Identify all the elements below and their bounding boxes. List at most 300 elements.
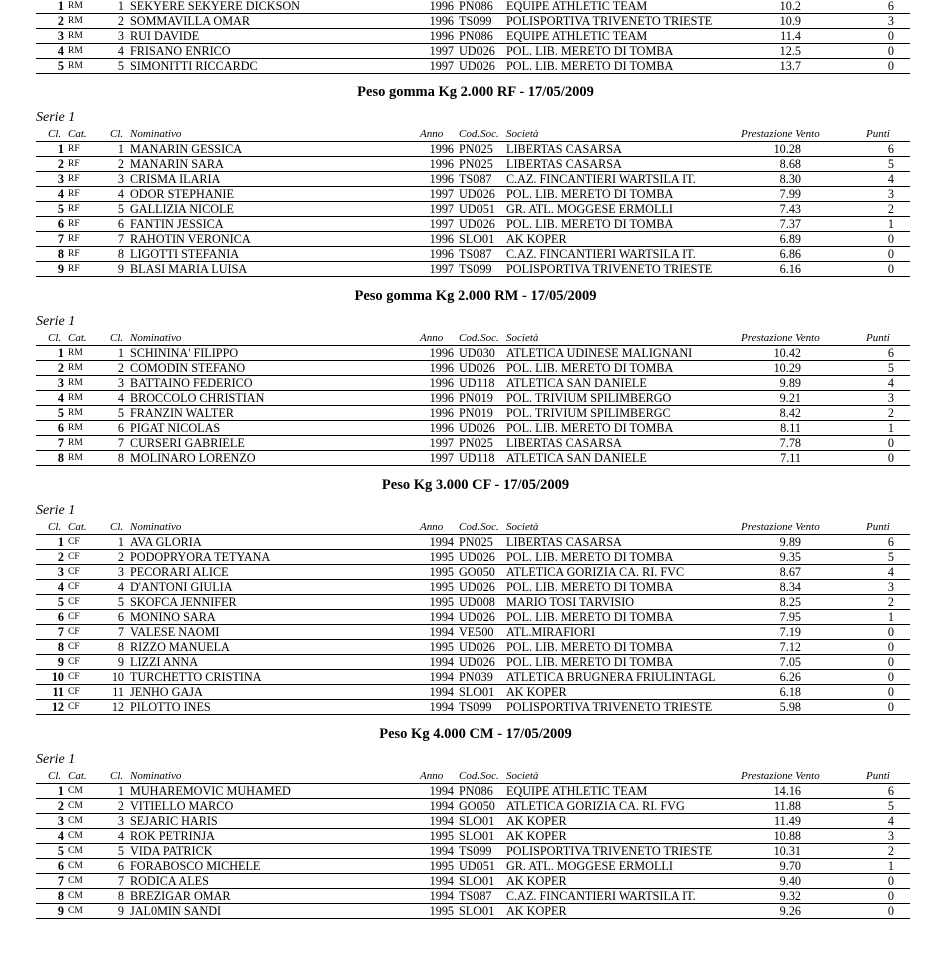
class-cell: 7 — [117, 436, 124, 450]
category-cell: CM — [68, 861, 83, 871]
club-name-cell: EQUIPE ATHLETIC TEAM — [506, 784, 648, 798]
athlete-name-cell: VIDA PATRICK — [130, 844, 213, 858]
performance-cell: 10.28 — [773, 142, 801, 156]
place-cell: 1 — [57, 346, 64, 360]
class-cell: 6 — [117, 217, 124, 231]
performance-cell: 13.7 — [779, 59, 801, 73]
athlete-name-cell: FORABOSCO MICHELE — [130, 859, 261, 873]
athlete-name-cell: GALLIZIA NICOLE — [130, 202, 234, 216]
birth-year-cell: 1994 — [429, 610, 454, 624]
club-code-cell: TS087 — [459, 172, 492, 186]
points-cell: 0 — [887, 451, 894, 465]
header-club-code: Cod.Soc. — [459, 332, 499, 344]
place-cell: 12 — [51, 700, 64, 714]
column-header-row — [0, 332, 951, 346]
category-cell: RM — [68, 363, 83, 373]
header-performance: Prestazione Vento — [741, 770, 820, 782]
header-category: Cat. — [68, 770, 87, 782]
header-points: Punti — [866, 521, 890, 533]
points-cell: 0 — [887, 247, 894, 261]
serie-label: Serie 1 — [36, 110, 76, 125]
club-code-cell: UD030 — [459, 346, 495, 360]
table-row — [0, 247, 951, 262]
category-cell: CF — [68, 657, 80, 667]
athlete-name-cell: CRISMA ILARIA — [130, 172, 221, 186]
category-cell: RF — [68, 174, 80, 184]
birth-year-cell: 1997 — [429, 187, 454, 201]
athlete-name-cell: TURCHETTO CRISTINA — [130, 670, 262, 684]
club-name-cell: ATL.MIRAFIORI — [506, 625, 596, 639]
table-row — [0, 889, 951, 904]
place-cell: 1 — [57, 0, 64, 13]
place-cell: 9 — [57, 904, 64, 918]
class-cell: 3 — [117, 172, 124, 186]
performance-cell: 10.9 — [779, 14, 801, 28]
header-rank: Cl. — [48, 770, 62, 782]
club-code-cell: GO050 — [459, 799, 495, 813]
performance-cell: 9.40 — [779, 874, 801, 888]
club-code-cell: PN086 — [459, 784, 493, 798]
table-row — [0, 202, 951, 217]
header-performance: Prestazione Vento — [741, 128, 820, 140]
club-name-cell: POL. LIB. MERETO DI TOMBA — [506, 361, 674, 375]
athlete-name-cell: JAL0MIN SANDI — [130, 904, 222, 918]
header-class: Cl. — [110, 770, 124, 782]
birth-year-cell: 1995 — [429, 595, 454, 609]
header-rank: Cl. — [48, 332, 62, 344]
category-cell: RM — [68, 46, 83, 56]
table-row — [0, 685, 951, 700]
category-cell: RM — [68, 1, 83, 11]
points-cell: 0 — [887, 232, 894, 246]
birth-year-cell: 1994 — [429, 670, 454, 684]
performance-cell: 8.30 — [779, 172, 801, 186]
performance-cell: 7.78 — [779, 436, 801, 450]
club-name-cell: MARIO TOSI TARVISIO — [506, 595, 635, 609]
birth-year-cell: 1997 — [429, 451, 454, 465]
club-code-cell: PN025 — [459, 436, 493, 450]
club-name-cell: AK KOPER — [506, 685, 567, 699]
category-cell: RM — [68, 348, 83, 358]
performance-cell: 7.11 — [780, 451, 801, 465]
class-cell: 1 — [117, 142, 124, 156]
row-divider — [36, 714, 910, 715]
athlete-name-cell: COMODIN STEFANO — [130, 361, 246, 375]
points-cell: 0 — [887, 685, 894, 699]
category-cell: RF — [68, 234, 80, 244]
class-cell: 6 — [117, 421, 124, 435]
place-cell: 6 — [57, 610, 64, 624]
club-code-cell: PN086 — [459, 29, 493, 43]
birth-year-cell: 1994 — [429, 655, 454, 669]
points-cell: 2 — [887, 202, 894, 216]
athlete-name-cell: FANTIN JESSICA — [130, 217, 224, 231]
table-row — [0, 0, 951, 14]
table-row — [0, 262, 951, 277]
club-name-cell: GR. ATL. MOGGESE ERMOLLI — [506, 859, 673, 873]
category-cell: CF — [68, 552, 80, 562]
place-cell: 1 — [57, 784, 64, 798]
place-cell: 4 — [57, 391, 64, 405]
category-cell: CF — [68, 642, 80, 652]
club-name-cell: POLISPORTIVA TRIVENETO TRIESTE — [506, 700, 713, 714]
club-code-cell: TS087 — [459, 889, 492, 903]
header-club-code: Cod.Soc. — [459, 128, 499, 140]
class-cell: 8 — [117, 640, 124, 654]
event-title: Peso Kg 3.000 CF - 17/05/2009 — [381, 477, 570, 493]
class-cell: 5 — [117, 844, 124, 858]
birth-year-cell: 1996 — [429, 232, 454, 246]
performance-cell: 8.34 — [779, 580, 801, 594]
points-cell: 5 — [887, 157, 894, 171]
category-cell: RM — [68, 378, 83, 388]
table-row — [0, 436, 951, 451]
athlete-name-cell: BLASI MARIA LUISA — [130, 262, 248, 276]
class-cell: 1 — [117, 535, 124, 549]
header-year: Anno — [420, 128, 444, 140]
performance-cell: 8.11 — [780, 421, 801, 435]
class-cell: 12 — [111, 700, 124, 714]
club-code-cell: SLO01 — [459, 232, 495, 246]
header-class: Cl. — [110, 332, 124, 344]
class-cell: 1 — [117, 0, 124, 13]
birth-year-cell: 1995 — [429, 640, 454, 654]
performance-cell: 10.29 — [773, 361, 801, 375]
table-row — [0, 610, 951, 625]
event-title: Peso gomma Kg 2.000 RF - 17/05/2009 — [357, 84, 594, 100]
points-cell: 0 — [887, 904, 894, 918]
birth-year-cell: 1994 — [429, 799, 454, 813]
points-cell: 6 — [887, 535, 894, 549]
athlete-name-cell: FRISANO ENRICO — [130, 44, 231, 58]
place-cell: 11 — [52, 685, 64, 699]
points-cell: 1 — [887, 421, 894, 435]
place-cell: 7 — [57, 436, 64, 450]
category-cell: RF — [68, 249, 80, 259]
birth-year-cell: 1997 — [429, 217, 454, 231]
header-club: Società — [506, 128, 539, 140]
athlete-name-cell: SCHININA' FILIPPO — [130, 346, 239, 360]
club-name-cell: LIBERTAS CASARSA — [506, 142, 622, 156]
category-cell: CM — [68, 876, 83, 886]
table-row — [0, 391, 951, 406]
birth-year-cell: 1997 — [429, 262, 454, 276]
category-cell: CF — [68, 702, 80, 712]
place-cell: 10 — [51, 670, 64, 684]
club-name-cell: POLISPORTIVA TRIVENETO TRIESTE — [506, 844, 713, 858]
club-name-cell: POL. LIB. MERETO DI TOMBA — [506, 550, 674, 564]
points-cell: 0 — [887, 889, 894, 903]
points-cell: 6 — [887, 784, 894, 798]
place-cell: 5 — [57, 202, 64, 216]
table-row — [0, 142, 951, 157]
place-cell: 5 — [57, 59, 64, 73]
athlete-name-cell: PIGAT NICOLAS — [130, 421, 221, 435]
place-cell: 3 — [57, 565, 64, 579]
athlete-name-cell: VITIELLO MARCO — [130, 799, 234, 813]
athlete-name-cell: BATTAINO FEDERICO — [130, 376, 253, 390]
points-cell: 2 — [887, 595, 894, 609]
category-cell: RM — [68, 408, 83, 418]
performance-cell: 8.68 — [779, 157, 801, 171]
athlete-name-cell: LIGOTTI STEFANIA — [130, 247, 240, 261]
points-cell: 3 — [887, 187, 894, 201]
athlete-name-cell: LIZZI ANNA — [130, 655, 199, 669]
table-row — [0, 874, 951, 889]
club-code-cell: TS099 — [459, 700, 492, 714]
performance-cell: 5.98 — [779, 700, 801, 714]
points-cell: 5 — [887, 550, 894, 564]
club-name-cell: AK KOPER — [506, 829, 567, 843]
place-cell: 3 — [57, 814, 64, 828]
performance-cell: 10.88 — [773, 829, 801, 843]
place-cell: 7 — [57, 874, 64, 888]
place-cell: 3 — [57, 29, 64, 43]
club-name-cell: GR. ATL. MOGGESE ERMOLLI — [506, 202, 673, 216]
place-cell: 6 — [57, 859, 64, 873]
table-row — [0, 814, 951, 829]
performance-cell: 7.37 — [779, 217, 801, 231]
birth-year-cell: 1996 — [429, 142, 454, 156]
table-row — [0, 14, 951, 29]
birth-year-cell: 1994 — [429, 874, 454, 888]
club-name-cell: C.AZ. FINCANTIERI WARTSILA IT. — [506, 247, 696, 261]
header-name: Nominativo — [130, 521, 182, 533]
athlete-name-cell: SKOFCA JENNIFER — [130, 595, 237, 609]
club-name-cell: POL. TRIVIUM SPILIMBERGC — [506, 406, 671, 420]
club-code-cell: UD026 — [459, 44, 495, 58]
club-name-cell: ATLETICA BRUGNERA FRIULINTAGL — [506, 670, 716, 684]
class-cell: 5 — [117, 406, 124, 420]
table-row — [0, 799, 951, 814]
birth-year-cell: 1995 — [429, 550, 454, 564]
athlete-name-cell: MANARIN SARA — [130, 157, 224, 171]
serie-label: Serie 1 — [36, 752, 76, 767]
club-code-cell: UD026 — [459, 640, 495, 654]
header-name: Nominativo — [130, 332, 182, 344]
class-cell: 9 — [117, 904, 124, 918]
performance-cell: 6.16 — [779, 262, 801, 276]
birth-year-cell: 1996 — [429, 346, 454, 360]
club-name-cell: LIBERTAS CASARSA — [506, 157, 622, 171]
club-name-cell: POL. LIB. MERETO DI TOMBA — [506, 187, 674, 201]
category-cell: RM — [68, 423, 83, 433]
category-cell: CF — [68, 612, 80, 622]
category-cell: RF — [68, 189, 80, 199]
athlete-name-cell: SOMMAVILLA OMAR — [130, 14, 250, 28]
club-code-cell: PN019 — [459, 406, 493, 420]
club-code-cell: TS099 — [459, 844, 492, 858]
club-code-cell: GO050 — [459, 565, 495, 579]
class-cell: 3 — [117, 29, 124, 43]
performance-cell: 11.88 — [774, 799, 801, 813]
points-cell: 2 — [887, 406, 894, 420]
athlete-name-cell: MUHAREMOVIC MUHAMED — [130, 784, 291, 798]
table-row — [0, 655, 951, 670]
category-cell: CM — [68, 786, 83, 796]
club-name-cell: ATLETICA SAN DANIELE — [506, 451, 647, 465]
points-cell: 3 — [887, 829, 894, 843]
club-name-cell: AK KOPER — [506, 874, 567, 888]
class-cell: 2 — [117, 14, 124, 28]
event-title: Peso Kg 4.000 CM - 17/05/2009 — [379, 726, 572, 742]
class-cell: 4 — [117, 187, 124, 201]
header-performance: Prestazione Vento — [741, 521, 820, 533]
club-code-cell: TS099 — [459, 14, 492, 28]
performance-cell: 9.21 — [779, 391, 801, 405]
performance-cell: 7.05 — [779, 655, 801, 669]
row-divider — [36, 918, 910, 919]
place-cell: 4 — [57, 44, 64, 58]
club-code-cell: UD026 — [459, 655, 495, 669]
place-cell: 6 — [57, 421, 64, 435]
club-name-cell: EQUIPE ATHLETIC TEAM — [506, 0, 648, 13]
points-cell: 1 — [887, 610, 894, 624]
points-cell: 0 — [887, 44, 894, 58]
category-cell: CF — [68, 537, 80, 547]
table-row — [0, 346, 951, 361]
header-points: Punti — [866, 770, 890, 782]
points-cell: 4 — [887, 814, 894, 828]
class-cell: 9 — [117, 262, 124, 276]
class-cell: 3 — [117, 814, 124, 828]
table-row — [0, 784, 951, 799]
birth-year-cell: 1995 — [429, 829, 454, 843]
place-cell: 8 — [57, 640, 64, 654]
place-cell: 2 — [57, 157, 64, 171]
club-code-cell: UD026 — [459, 217, 495, 231]
birth-year-cell: 1997 — [429, 436, 454, 450]
place-cell: 9 — [57, 262, 64, 276]
table-row — [0, 29, 951, 44]
points-cell: 2 — [887, 844, 894, 858]
birth-year-cell: 1994 — [429, 814, 454, 828]
performance-cell: 6.86 — [779, 247, 801, 261]
athlete-name-cell: RUI DAVIDE — [130, 29, 200, 43]
class-cell: 2 — [117, 550, 124, 564]
performance-cell: 8.67 — [779, 565, 801, 579]
club-code-cell: PN025 — [459, 157, 493, 171]
class-cell: 8 — [117, 247, 124, 261]
club-name-cell: C.AZ. FINCANTIERI WARTSILA IT. — [506, 172, 696, 186]
header-class: Cl. — [110, 128, 124, 140]
place-cell: 9 — [57, 655, 64, 669]
athlete-name-cell: SEKYERE SEKYERE DICKSON — [130, 0, 300, 13]
class-cell: 8 — [117, 889, 124, 903]
points-cell: 3 — [887, 14, 894, 28]
points-cell: 1 — [887, 217, 894, 231]
birth-year-cell: 1995 — [429, 859, 454, 873]
club-name-cell: POL. LIB. MERETO DI TOMBA — [506, 421, 674, 435]
place-cell: 4 — [57, 187, 64, 201]
birth-year-cell: 1994 — [429, 685, 454, 699]
place-cell: 7 — [57, 625, 64, 639]
club-code-cell: SLO01 — [459, 685, 495, 699]
performance-cell: 7.99 — [779, 187, 801, 201]
table-row — [0, 829, 951, 844]
header-performance: Prestazione Vento — [741, 332, 820, 344]
category-cell: RM — [68, 453, 83, 463]
athlete-name-cell: JENHO GAJA — [130, 685, 203, 699]
club-code-cell: UD051 — [459, 859, 495, 873]
athlete-name-cell: ODOR STEPHANIE — [130, 187, 234, 201]
class-cell: 6 — [117, 610, 124, 624]
birth-year-cell: 1996 — [429, 0, 454, 13]
points-cell: 5 — [887, 361, 894, 375]
performance-cell: 7.95 — [779, 610, 801, 624]
category-cell: CM — [68, 891, 83, 901]
table-row — [0, 859, 951, 874]
header-year: Anno — [420, 521, 444, 533]
serie-label: Serie 1 — [36, 314, 76, 329]
athlete-name-cell: BROCCOLO CHRISTIAN — [130, 391, 265, 405]
table-row — [0, 232, 951, 247]
birth-year-cell: 1996 — [429, 376, 454, 390]
club-code-cell: UD026 — [459, 59, 495, 73]
club-code-cell: UD026 — [459, 550, 495, 564]
club-name-cell: AK KOPER — [506, 814, 567, 828]
place-cell: 1 — [57, 142, 64, 156]
table-row — [0, 406, 951, 421]
points-cell: 3 — [887, 391, 894, 405]
performance-cell: 9.32 — [779, 889, 801, 903]
club-name-cell: ATLETICA GORIZIA CA. RI. FVC — [506, 565, 685, 579]
table-row — [0, 904, 951, 919]
place-cell: 2 — [57, 14, 64, 28]
performance-cell: 9.89 — [779, 376, 801, 390]
table-row — [0, 844, 951, 859]
class-cell: 4 — [117, 391, 124, 405]
performance-cell: 8.25 — [779, 595, 801, 609]
club-name-cell: LIBERTAS CASARSA — [506, 535, 622, 549]
class-cell: 8 — [117, 451, 124, 465]
performance-cell: 9.35 — [779, 550, 801, 564]
club-name-cell: ATLETICA UDINESE MALIGNANI — [506, 346, 693, 360]
athlete-name-cell: CURSERI GABRIELE — [130, 436, 245, 450]
category-cell: CM — [68, 831, 83, 841]
club-code-cell: UD051 — [459, 202, 495, 216]
points-cell: 0 — [887, 29, 894, 43]
club-name-cell: POL. LIB. MERETO DI TOMBA — [506, 580, 674, 594]
points-cell: 6 — [887, 346, 894, 360]
class-cell: 3 — [117, 565, 124, 579]
category-cell: RF — [68, 204, 80, 214]
category-cell: CM — [68, 801, 83, 811]
points-cell: 3 — [887, 580, 894, 594]
class-cell: 4 — [117, 829, 124, 843]
table-row — [0, 361, 951, 376]
club-name-cell: POL. LIB. MERETO DI TOMBA — [506, 640, 674, 654]
table-row — [0, 550, 951, 565]
table-row — [0, 376, 951, 391]
category-cell: RM — [68, 61, 83, 71]
category-cell: RM — [68, 31, 83, 41]
points-cell: 1 — [887, 859, 894, 873]
club-name-cell: POLISPORTIVA TRIVENETO TRIESTE — [506, 14, 713, 28]
performance-cell: 6.26 — [779, 670, 801, 684]
header-club: Società — [506, 770, 539, 782]
class-cell: 2 — [117, 799, 124, 813]
points-cell: 0 — [887, 655, 894, 669]
club-code-cell: UD026 — [459, 187, 495, 201]
performance-cell: 9.70 — [779, 859, 801, 873]
class-cell: 5 — [117, 59, 124, 73]
club-name-cell: POL. LIB. MERETO DI TOMBA — [506, 44, 674, 58]
birth-year-cell: 1994 — [429, 889, 454, 903]
class-cell: 2 — [117, 157, 124, 171]
class-cell: 2 — [117, 361, 124, 375]
category-cell: RF — [68, 144, 80, 154]
